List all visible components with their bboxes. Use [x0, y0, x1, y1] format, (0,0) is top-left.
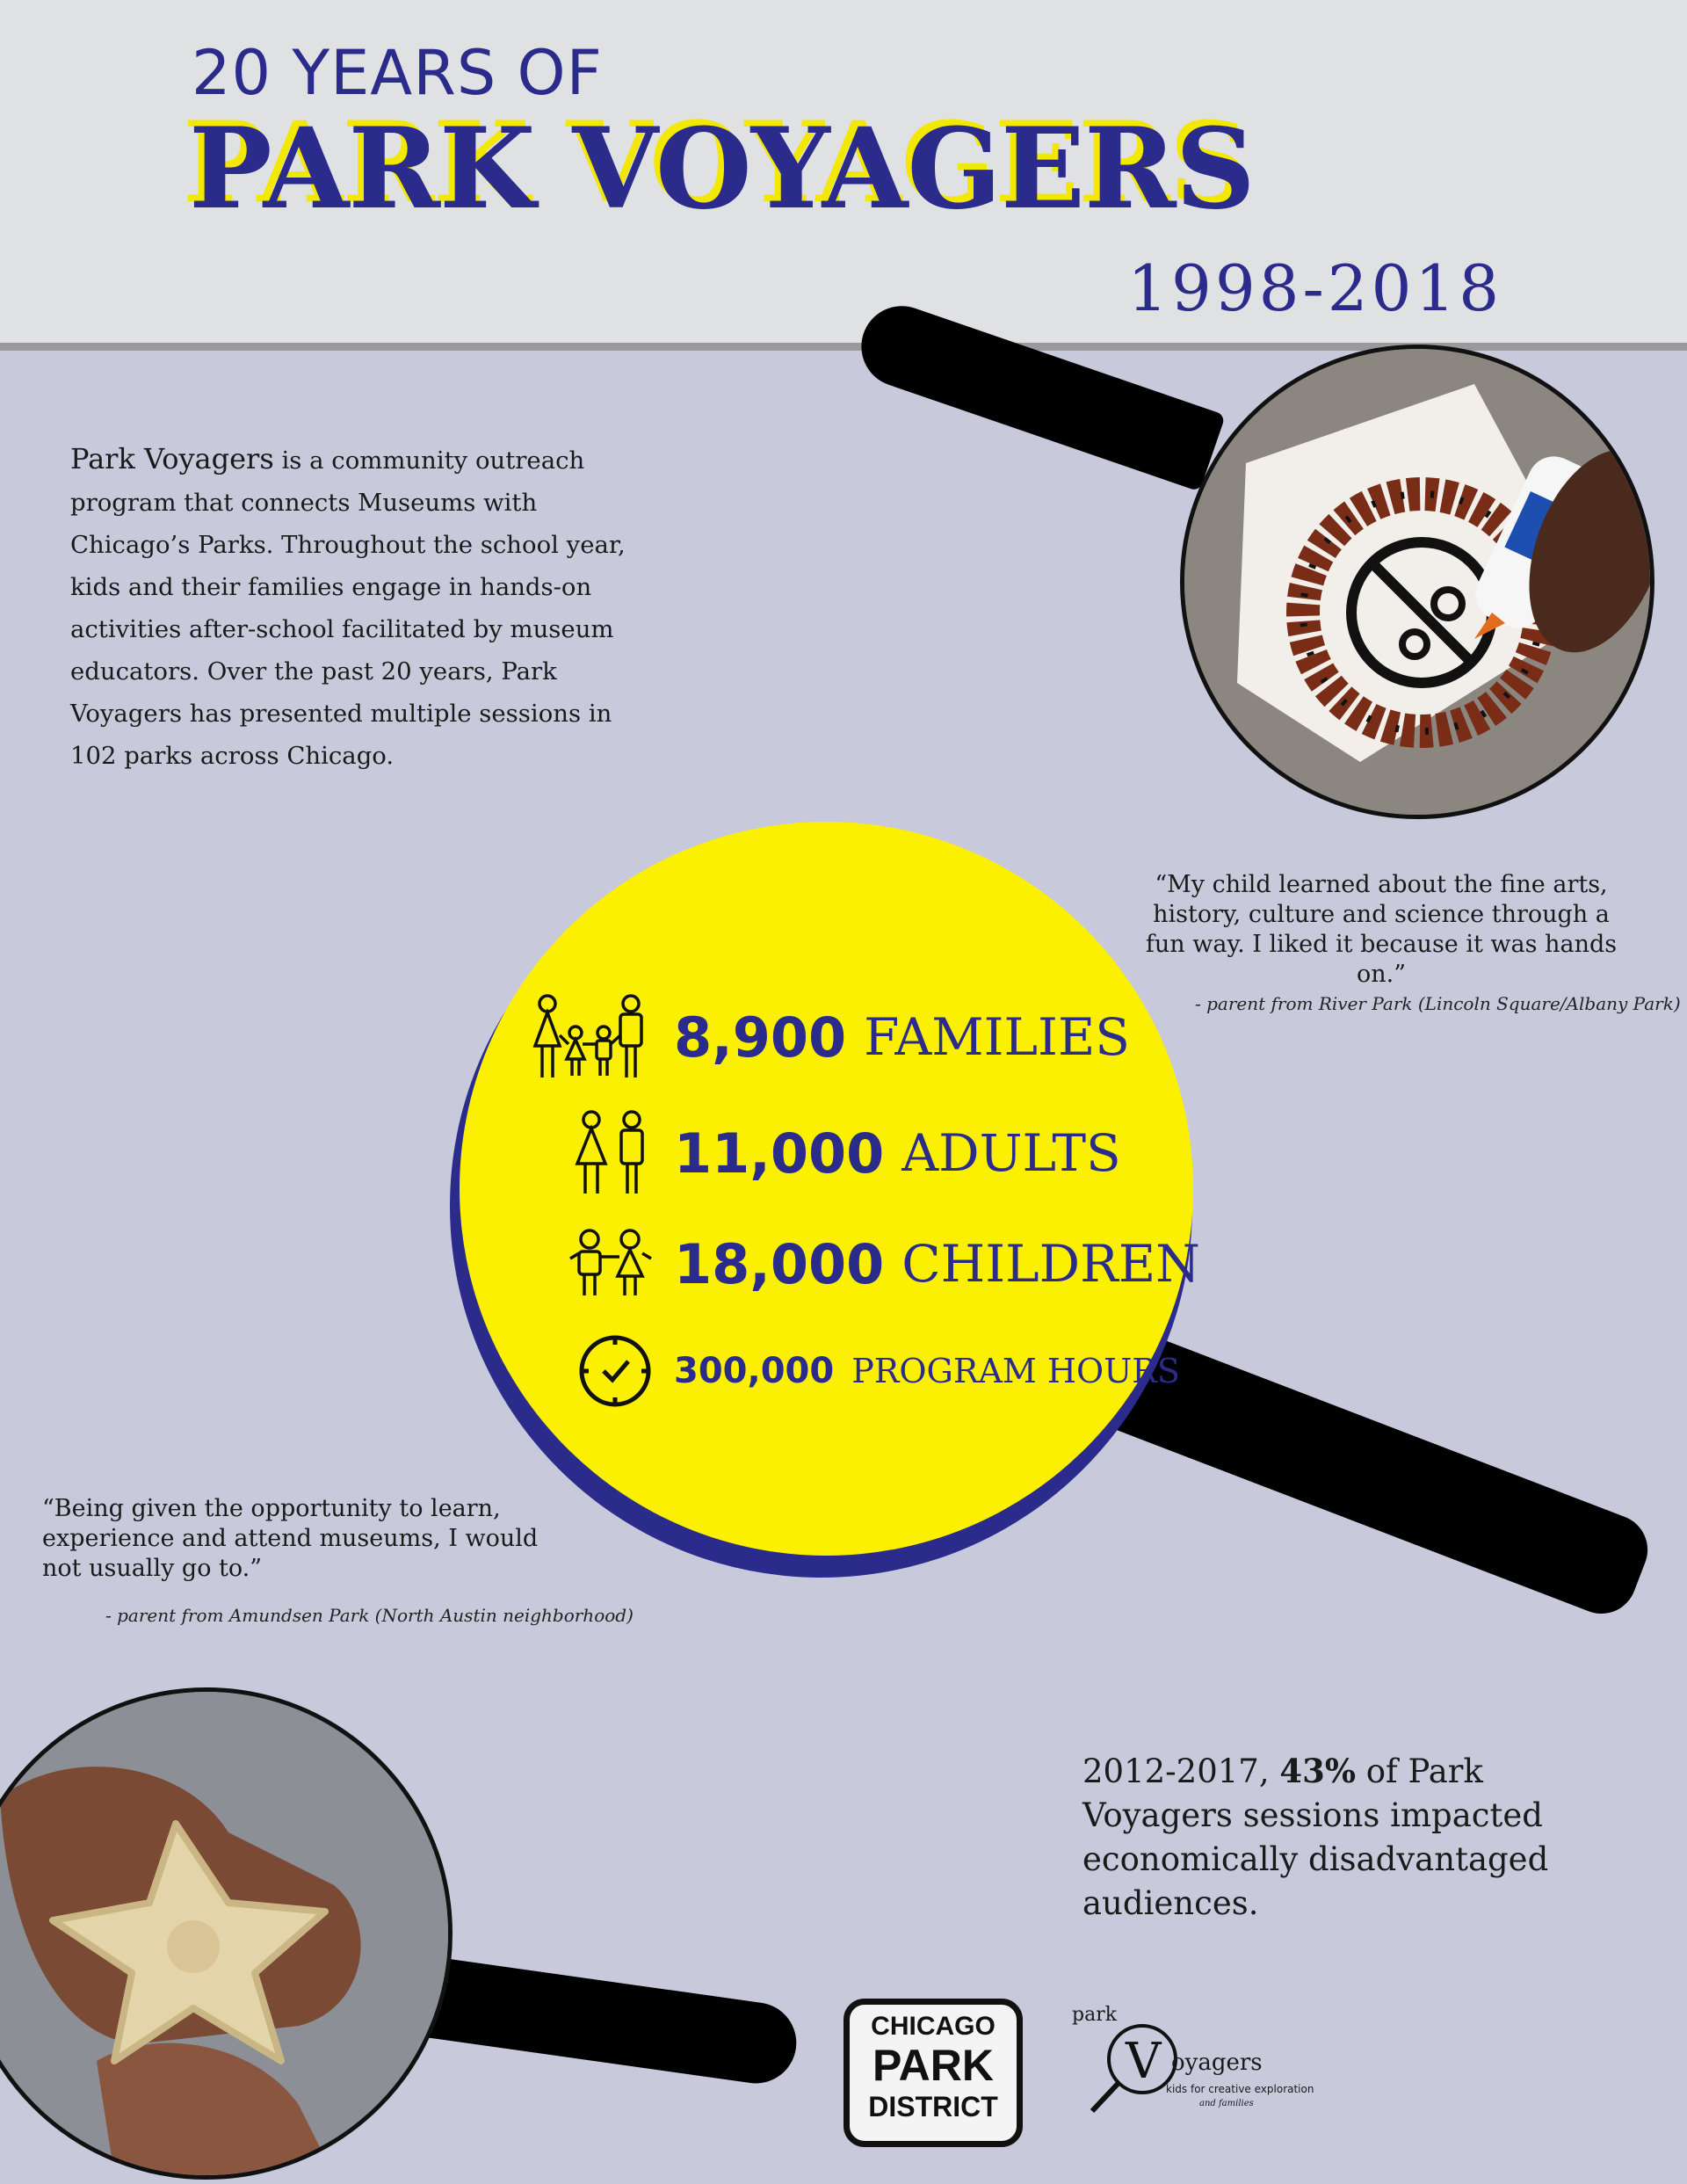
- stat-children: [567, 1229, 1200, 1299]
- park-voyagers-logo: [1068, 2004, 1331, 2144]
- stat-children-label: CHILDREN: [901, 1234, 1200, 1294]
- pv-logo-tagline: kids for creative exploration: [1166, 2083, 1314, 2095]
- cpd-line-2: PARK: [872, 2041, 994, 2090]
- stat-families: [523, 993, 1130, 1081]
- stat-program-hours: [576, 1331, 1180, 1411]
- stat-families-label: FAMILIES: [864, 1007, 1131, 1067]
- attribution-river-park: - parent from River Park (Lincoln Square/Albany Park): [1195, 993, 1681, 1014]
- impact-statement: [1082, 1749, 1627, 1926]
- quote-river-park: “My child learned about the fine arts, history, culture and science through a fun way. I liked it because it was hands on.”: [1145, 871, 1618, 988]
- quote-amundsen-park: “Being given the opportunity to learn, experience and attend museums, I would not usually go to.”: [42, 1495, 539, 1582]
- intro-lead: Park Voyagers: [70, 442, 274, 475]
- attribution-amundsen-park: - parent from Amundsen Park (North Austin neighborhood): [105, 1605, 634, 1626]
- header-banner: [0, 0, 1687, 351]
- starfish-image: [0, 1692, 448, 2175]
- starfish-photo: [0, 1687, 453, 2180]
- magnifier-handle-bottom: [416, 1955, 802, 2088]
- cpd-line-3: DISTRICT: [868, 2091, 998, 2122]
- magnifier-v-icon: [1085, 2020, 1182, 2116]
- clock-icon: [576, 1331, 655, 1411]
- impact-percent: 43%: [1279, 1752, 1357, 1790]
- svg-text:V: V: [1126, 2033, 1162, 2090]
- stat-families-number: 8,900: [674, 1005, 847, 1070]
- header-years: 1998-2018: [1127, 251, 1502, 325]
- stat-adults-number: 11,000: [674, 1121, 885, 1186]
- stat-children-number: 18,000: [674, 1231, 885, 1296]
- glue-art-photo: [1180, 345, 1654, 819]
- chicago-park-district-logo: [844, 1999, 1023, 2147]
- pv-logo-park: park: [1072, 2004, 1118, 2026]
- page-title: PARK VOYAGERS: [189, 104, 1255, 234]
- family-icon: [523, 993, 655, 1081]
- stat-adults-label: ADULTS: [901, 1123, 1121, 1183]
- stat-adults: [567, 1109, 1121, 1197]
- bean-mosaic-image: [1184, 349, 1650, 815]
- header-subtitle: 20 YEARS OF: [192, 37, 603, 109]
- stat-hours-number: 300,000: [674, 1351, 835, 1391]
- intro-body: is a community outreach program that connects Museums with Chicago’s Parks. Throughout the school year, kids and their families engage in hands-on activities after-school facilitated by museum educators. Over the past 20 years, Park Voyagers has presented multiple sessions in 102 parks across Chicago.: [70, 446, 626, 770]
- impact-suffix: of Park Voyagers sessions impacted economically disadvantaged audiences.: [1082, 1752, 1549, 1922]
- intro-paragraph: [70, 438, 633, 777]
- stat-hours-label: PROGRAM HOURS: [851, 1352, 1180, 1390]
- cpd-line-1: CHICAGO: [871, 2012, 996, 2041]
- pv-logo-name: oyagers: [1171, 2050, 1263, 2076]
- impact-prefix: 2012-2017,: [1082, 1752, 1280, 1790]
- pv-logo-tagline-2: and families: [1199, 2099, 1254, 2108]
- adults-icon: [567, 1109, 655, 1197]
- children-icon: [567, 1229, 655, 1299]
